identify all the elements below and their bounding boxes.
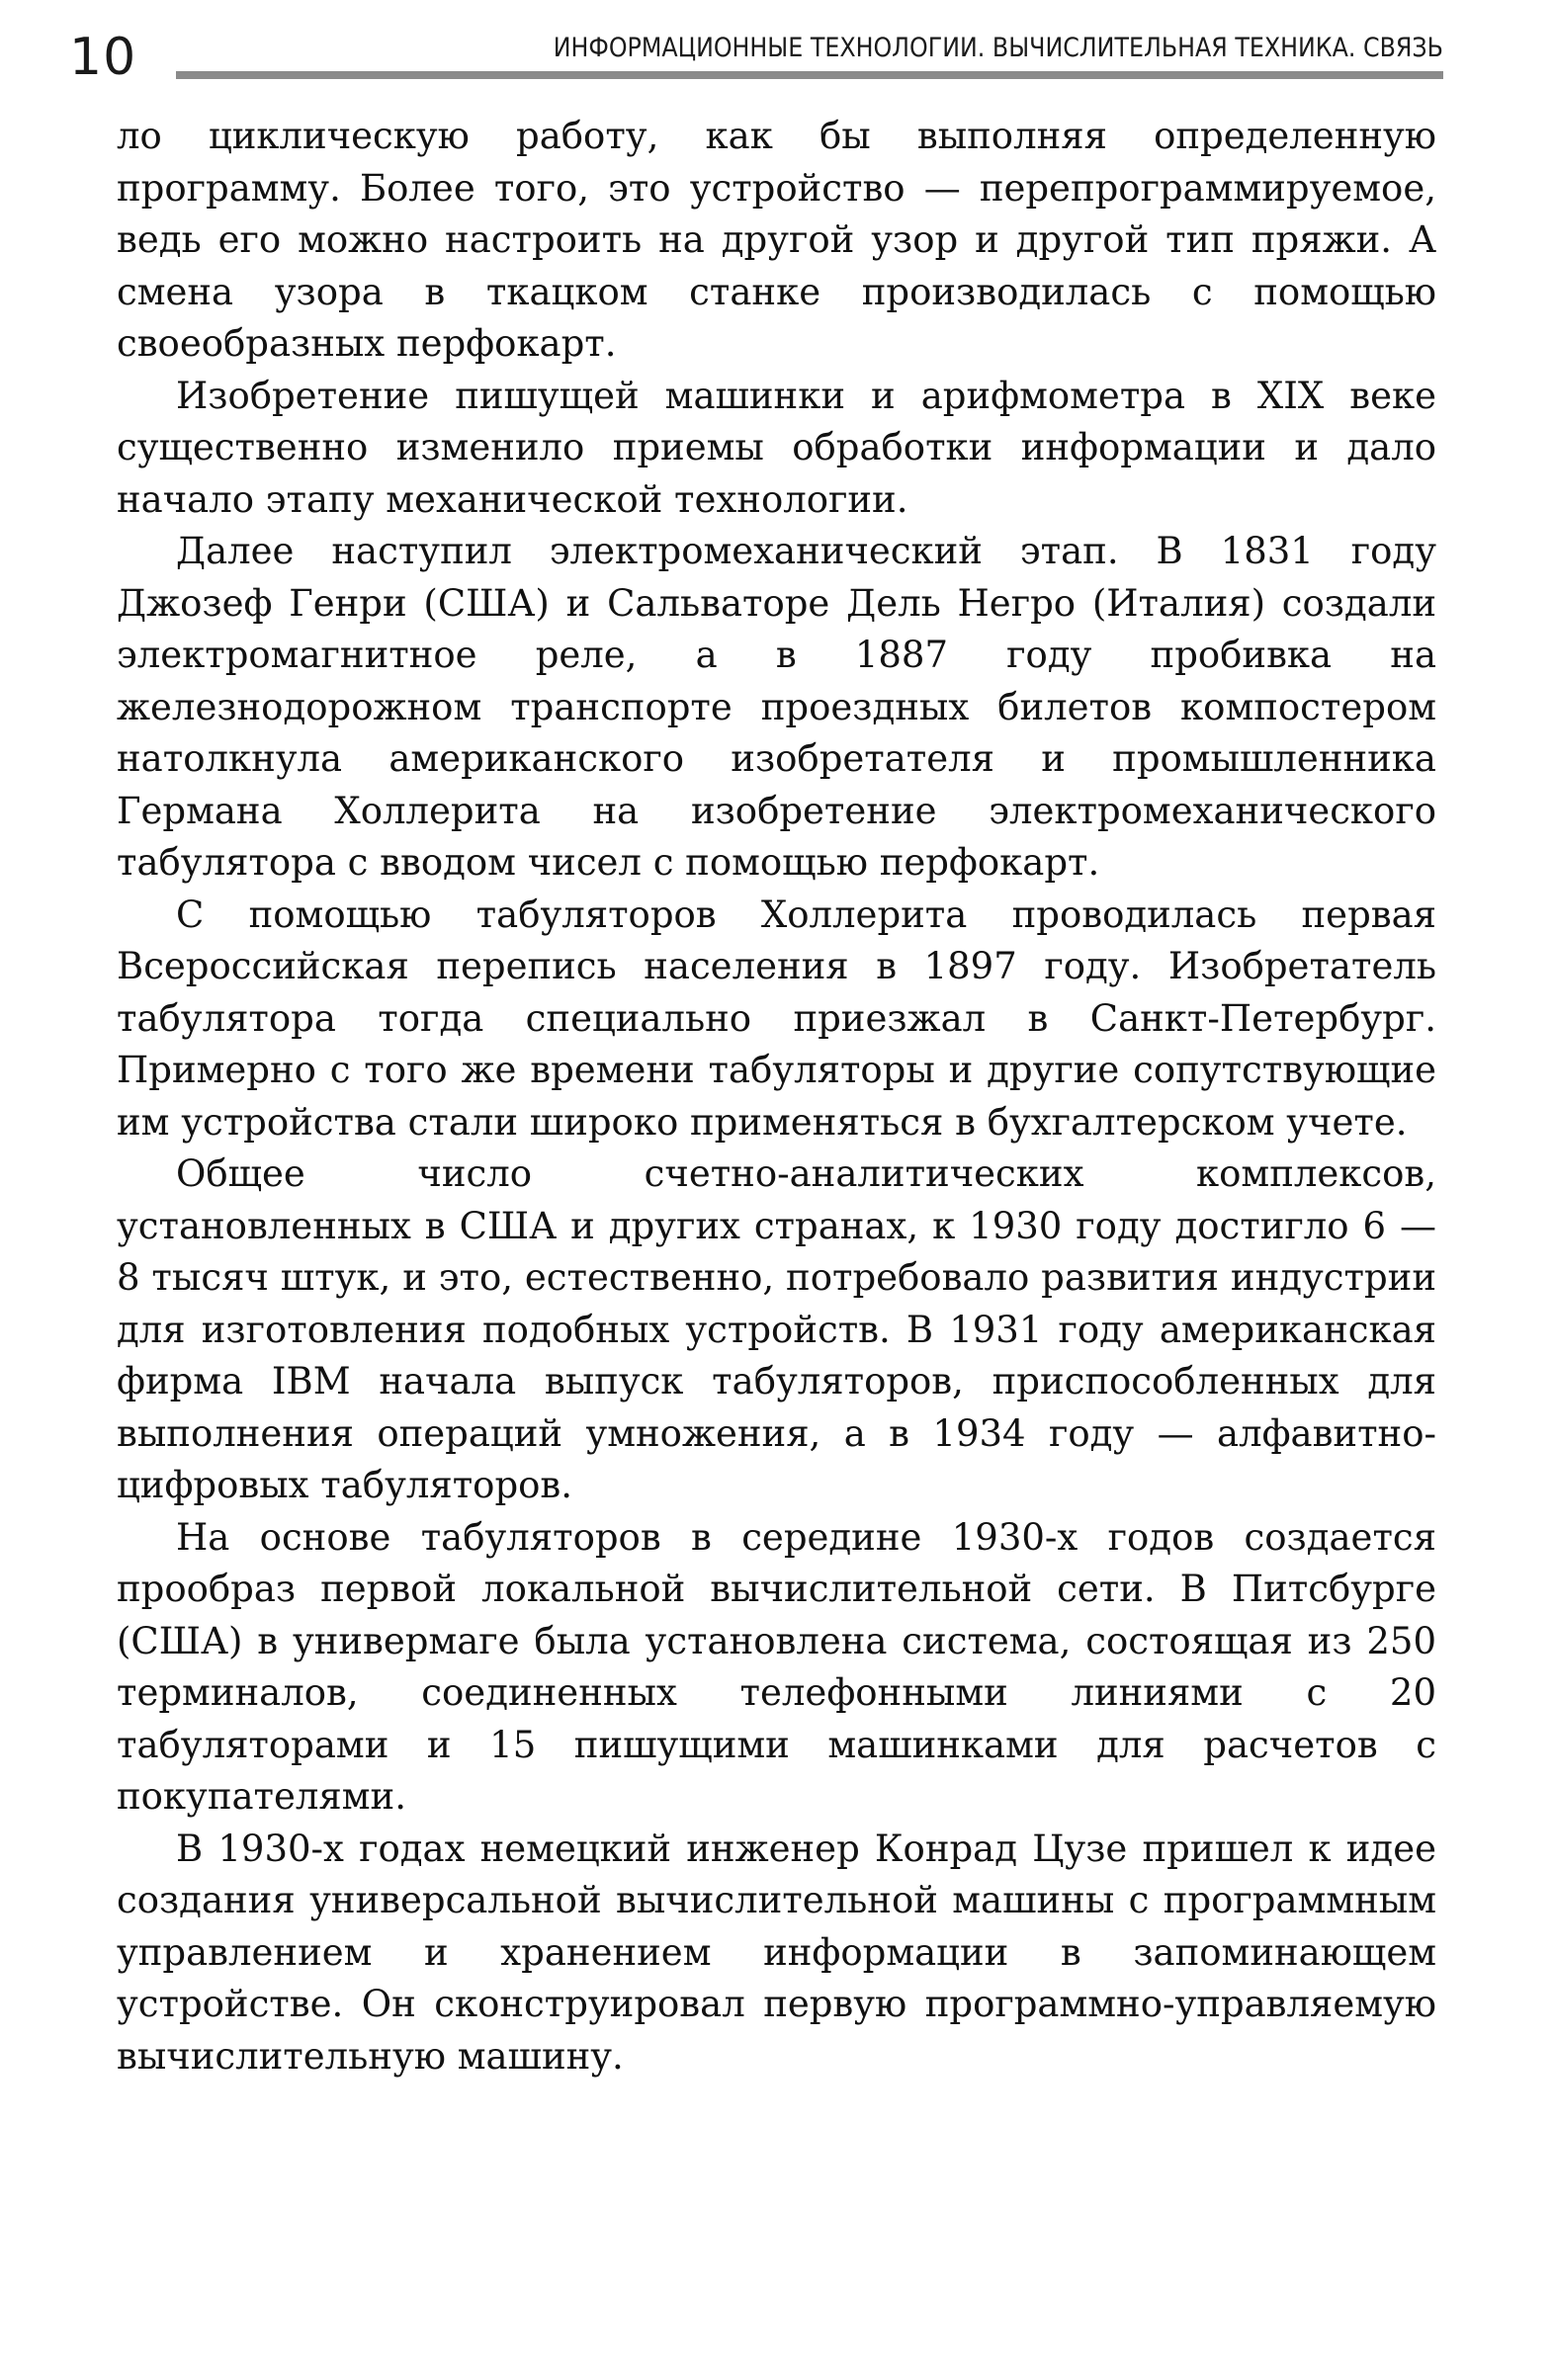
paragraph-4: С помощью табуляторов Холлерита проводилась первая Всероссийская перепись населения в 1897 году. Изобретатель табулятора тогда специально приезжал в Санкт-Петербург. Примерно с того же времени табуляторы и другие сопутствующие им устройства стали широко применяться в бухгалтерском учете. bbox=[117, 892, 1436, 1144]
page-header bbox=[69, 28, 1443, 87]
paragraph-6: На основе табуляторов в середине 1930-х годов создается прообраз первой локальной вычислительной сети. В Питсбурге (США) в универмаге была установлена система, состоящая из 250 терминалов, соединенных телефонными линиями с 20 табуляторами и 15 пишущими машинками для расчетов с покупателями. bbox=[117, 1515, 1436, 1818]
paragraph-3: Далее наступил электромеханический этап. В 1831 году Джозеф Генри (США) и Сальваторе Дель Негро (Италия) создали электромагнитное реле, а в 1887 году пробивка на железнодорожном транспорте проездных билетов компостером натолкнула американского изобретателя и промышленника Германа Холлерита на изобретение электромеханического табулятора с вводом чисел с помощью перфокарт. bbox=[117, 530, 1436, 884]
paragraph-1: ло циклическую работу, как бы выполняя определенную программу. Более того, это устройство — перепрограммируемое, ведь его можно настроить на другой узор и другой тип пряжи. А смена узора в ткацком станке производилась с помощью своеобразных перфокарт. bbox=[117, 115, 1436, 365]
paragraph-5: Общее число счетно-аналитических комплексов, установленных в США и других странах, к 1930 году достигло 6 — 8 тысяч штук, и это, естественно, потребовало развития индустрии для изготовления подобных устройств. В 1931 году американская фирма IBM начала выпуск табуляторов, приспособленных для выполнения операций умножения, а в 1934 году — алфавитно-цифровых табуляторов. bbox=[117, 1152, 1436, 1506]
running-head: ИНФОРМАЦИОННЫЕ ТЕХНОЛОГИИ. ВЫЧИСЛИТЕЛЬНАЯ ТЕХНИКА. СВЯЗЬ bbox=[553, 33, 1443, 63]
body-text bbox=[117, 111, 1436, 2082]
page-number: 10 bbox=[69, 28, 137, 87]
paragraph-7: В 1930-х годах немецкий инженер Конрад Цузе пришел к идее создания универсальной вычислительной машины с программным управлением и хранением информации в запоминающем устройстве. Он сконструировал первую программно-управляемую вычислительную машину. bbox=[117, 1827, 1436, 2078]
header-rule bbox=[176, 71, 1443, 79]
paragraph-2: Изобретение пишущей машинки и арифмометра в XIX веке существенно изменило приемы обработки информации и дало начало этапу механической технологии. bbox=[117, 374, 1436, 521]
